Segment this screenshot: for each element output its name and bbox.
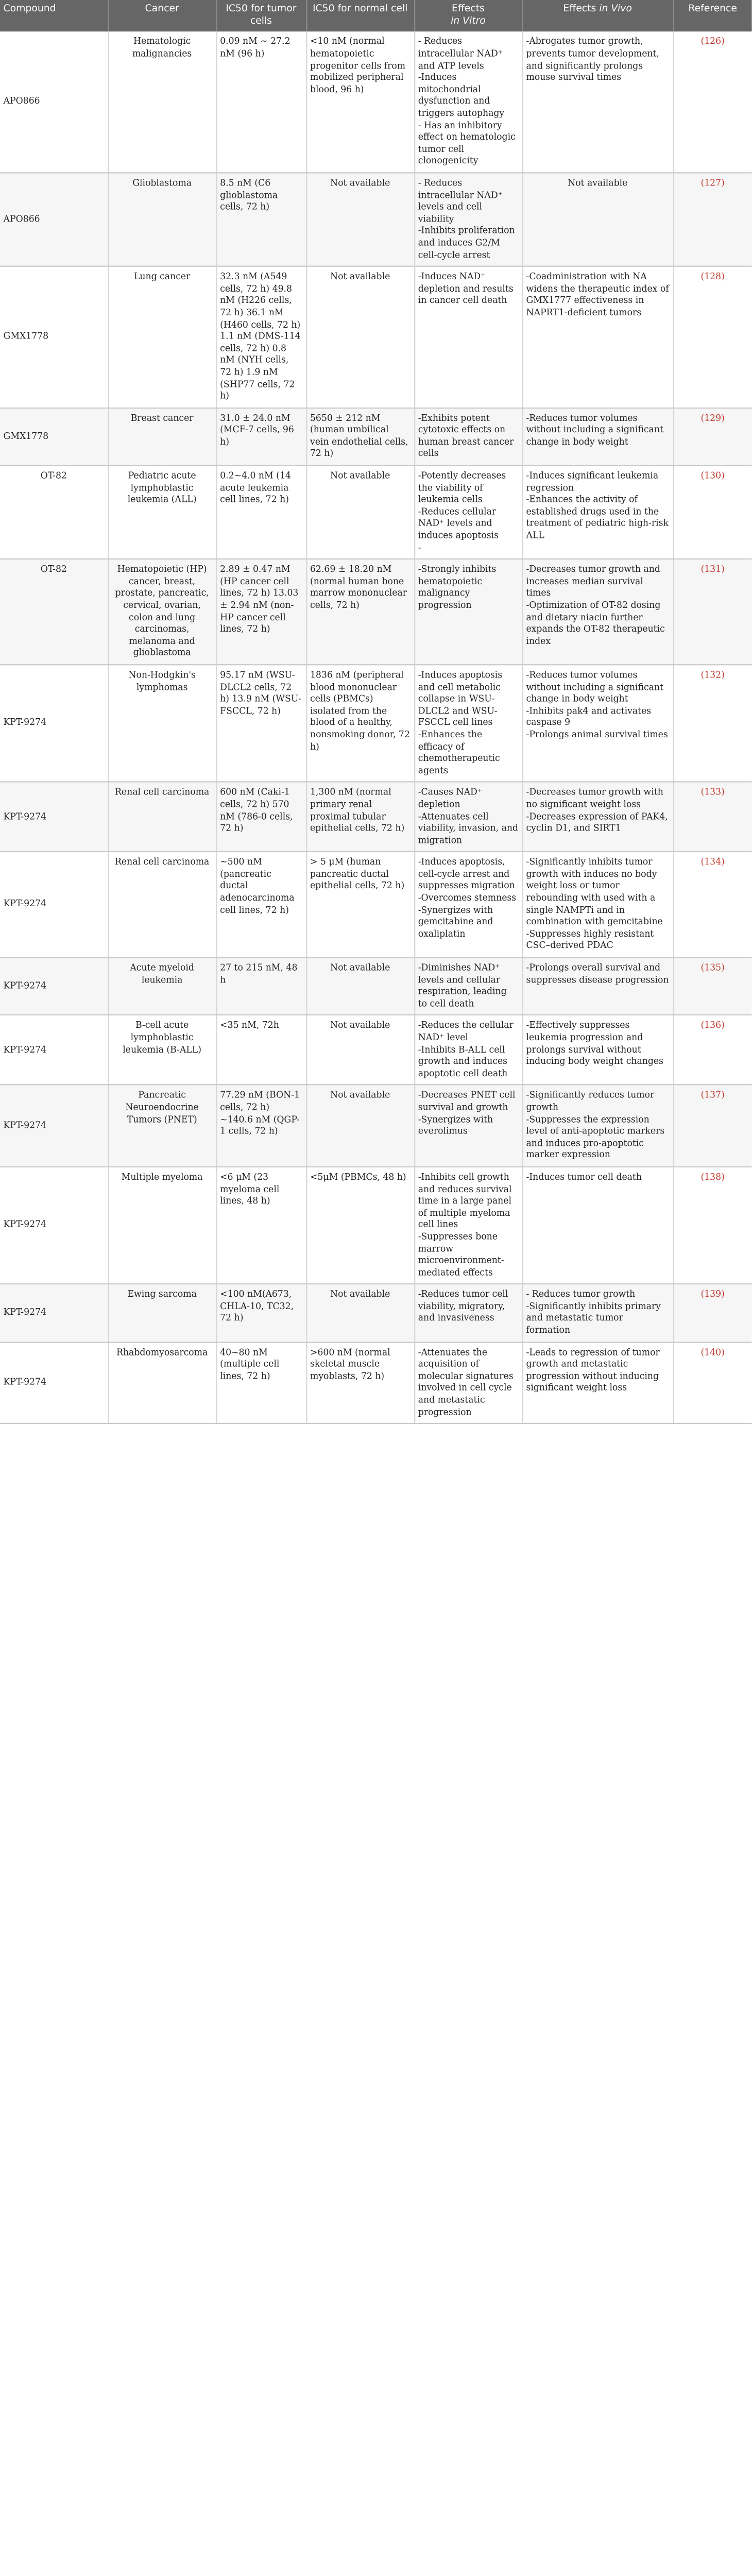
- cell-cancer: Renal cell carcinoma: [108, 852, 216, 958]
- effect-line: -Exhibits potent cytotoxic effects on human breast cancer cells: [418, 413, 514, 459]
- effect-line: -Induces significant leukemia regression: [526, 470, 659, 493]
- table-row: [0, 1015, 752, 1085]
- cell-ic50-normal: Not available: [306, 1284, 414, 1342]
- cell-ic50-tumor: 8.5 nM (C6 glioblastoma cells, 72 h): [216, 173, 306, 266]
- cell-compound: KPT-9274: [0, 665, 108, 782]
- header-effects-vivo-italic: in Vivo: [599, 3, 633, 15]
- cell-effects-vivo: [522, 173, 673, 266]
- cell-reference-link[interactable]: (134): [673, 852, 752, 958]
- cell-effects-vitro: [414, 559, 522, 665]
- cell-ic50-tumor: 600 nM (Caki-1 cells, 72 h) 570 nM (786-0 cells, 72 h): [216, 782, 306, 852]
- effect-line: -Overcomes stemness: [418, 892, 517, 903]
- cell-reference-link[interactable]: (126): [673, 32, 752, 173]
- cell-ic50-tumor: 95.17 nM (WSU-DLCL2 cells, 72 h) 13.9 nM (WSU-FSCCL, 72 h): [216, 665, 306, 782]
- effect-line: - Reduces intracellular NAD⁺ levels and cell viability: [418, 178, 503, 224]
- effect-line: -Significantly inhibits primary and metastatic tumor formation: [526, 1301, 661, 1335]
- cell-effects-vitro: [414, 852, 522, 958]
- cell-ic50-tumor: ~500 nM (pancreatic ductal adenocarcinoma cell lines, 72 h): [216, 852, 306, 958]
- cell-ic50-normal: Not available: [306, 1085, 414, 1167]
- cell-effects-vivo: [522, 852, 673, 958]
- cell-cancer: Multiple myeloma: [108, 1167, 216, 1284]
- cell-effects-vivo: [522, 957, 673, 1015]
- effect-line: -Induces tumor cell death: [526, 1172, 642, 1182]
- cell-compound: OT-82: [0, 559, 108, 665]
- cell-cancer: Hematologic malignancies: [108, 32, 216, 173]
- table-row: [0, 408, 752, 465]
- cell-ic50-normal: 1,300 nM (normal primary renal proximal tubular epithelial cells, 72 h): [306, 782, 414, 852]
- cell-ic50-normal: 5650 ± 212 nM (human umbilical vein endothelial cells, 72 h): [306, 408, 414, 465]
- effect-line: - Reduces tumor growth: [526, 1289, 636, 1300]
- effect-line: -Enhances the activity of established drugs used in the treatment of pediatric high-risk: [526, 494, 669, 529]
- effect-line: -Suppresses highly resistant CSC–derived PDAC: [526, 928, 654, 951]
- effect-line: -Inhibits pak4 and activates caspase 9: [526, 705, 652, 728]
- cell-effects-vivo: [522, 466, 673, 560]
- effect-line: ALL: [526, 530, 544, 540]
- table-row: [0, 559, 752, 665]
- cell-effects-vivo: [522, 1342, 673, 1424]
- cell-cancer: Breast cancer: [108, 408, 216, 465]
- table-row: [0, 266, 752, 408]
- cell-compound: KPT-9274: [0, 1085, 108, 1167]
- cell-effects-vivo: [522, 408, 673, 465]
- cell-effects-vivo: [522, 665, 673, 782]
- cell-cancer: Ewing sarcoma: [108, 1284, 216, 1342]
- effect-line: -Induces mitochondrial dysfunction and triggers autophagy: [418, 72, 505, 118]
- cell-ic50-tumor: 31.0 ± 24.0 nM (MCF-7 cells, 96 h): [216, 408, 306, 465]
- cell-effects-vitro: [414, 1085, 522, 1167]
- cell-cancer: Non-Hodgkin's lymphomas: [108, 665, 216, 782]
- effect-line: -Decreases PNET cell survival and growth: [418, 1090, 516, 1112]
- cell-ic50-tumor: 27 to 215 nM, 48 h: [216, 957, 306, 1015]
- table-row: [0, 32, 752, 173]
- cell-effects-vitro: [414, 408, 522, 465]
- table-row: [0, 1284, 752, 1342]
- header-effects-vivo-word: Effects: [563, 3, 600, 15]
- table-row: [0, 1342, 752, 1424]
- cell-effects-vitro: [414, 1284, 522, 1342]
- header-effects-vitro-italic: in Vitro: [451, 15, 486, 27]
- effect-line: -Enhances the efficacy of chemotherapeutic agents: [418, 729, 500, 775]
- cell-reference-link[interactable]: (127): [673, 173, 752, 266]
- cell-reference-link[interactable]: (136): [673, 1015, 752, 1085]
- header-ic50-tumor: IC50 for tumor cells: [216, 0, 306, 32]
- effect-line: -Inhibits cell growth and reduces survival time in a large panel of multiple myeloma cell lines: [418, 1172, 512, 1230]
- header-reference: Reference: [673, 0, 752, 32]
- cell-ic50-normal: Not available: [306, 1015, 414, 1085]
- effect-line: -Abrogates tumor growth, prevents tumor development, and significantly prolongs mouse survival times: [526, 36, 659, 83]
- table-row: [0, 173, 752, 266]
- cell-ic50-normal: Not available: [306, 957, 414, 1015]
- cell-cancer: Pediatric acute lymphoblastic leukemia (ALL): [108, 466, 216, 560]
- cell-compound: APO866: [0, 32, 108, 173]
- effect-line: -Decreases tumor growth with no significant weight loss: [526, 787, 663, 809]
- cell-ic50-tumor: 32.3 nM (A549 cells, 72 h) 49.8 nM (H226 cells, 72 h) 36.1 nM (H460 cells, 72 h) 1.1 nM (DMS-114 cells, 72 h) 0.8 nM (NYH cells, 72 h) 1.9 nM (SHP77 cells, 72 h): [216, 266, 306, 408]
- effect-line: -Prolongs animal survival times: [526, 729, 668, 740]
- cell-compound: KPT-9274: [0, 782, 108, 852]
- cell-cancer: Renal cell carcinoma: [108, 782, 216, 852]
- effect-line: -Inhibits B-ALL cell growth and induces apoptotic cell death: [418, 1044, 508, 1078]
- effect-line: -Suppresses the expression level of anti-apoptotic markers and induces pro-apoptotic marker expression: [526, 1114, 665, 1160]
- cell-compound: KPT-9274: [0, 852, 108, 958]
- cell-effects-vivo: [522, 782, 673, 852]
- cell-cancer: Lung cancer: [108, 266, 216, 408]
- effect-line: -: [418, 542, 421, 553]
- cell-reference-link[interactable]: (138): [673, 1167, 752, 1284]
- cell-ic50-tumor: 0.09 nM ~ 27.2 nM (96 h): [216, 32, 306, 173]
- table-row: [0, 466, 752, 560]
- cell-ic50-tumor: 0.2~4.0 nM (14 acute leukemia cell lines, 72 h): [216, 466, 306, 560]
- effect-line: -Synergizes with gemcitabine and oxaliplatin: [418, 904, 493, 939]
- effect-line: -Potently decreases the viability of leukemia cells: [418, 470, 506, 505]
- cell-effects-vivo: [522, 1015, 673, 1085]
- cell-reference-link[interactable]: (128): [673, 266, 752, 408]
- cell-effects-vivo: [522, 559, 673, 665]
- effect-line: -Diminishes NAD⁺ levels and cellular respiration, leading to cell death: [418, 962, 507, 1009]
- effect-line: -Attenuates the acquisition of molecular signatures involved in cell cycle and metastatic progression: [418, 1347, 514, 1417]
- cell-effects-vitro: [414, 1342, 522, 1424]
- cell-compound: GMX1778: [0, 408, 108, 465]
- cell-ic50-normal: Not available: [306, 266, 414, 408]
- cell-reference-link[interactable]: (132): [673, 665, 752, 782]
- effect-line: -Decreases tumor growth and increases median survival times: [526, 564, 660, 599]
- cell-reference-link[interactable]: (135): [673, 957, 752, 1015]
- cell-compound: KPT-9274: [0, 1284, 108, 1342]
- cell-cancer: Acute myeloid leukemia: [108, 957, 216, 1015]
- cell-effects-vitro: [414, 1015, 522, 1085]
- effect-line: -Significantly inhibits tumor growth with induces no body weight loss or tumor rebounding with used with a single NAMPTi and in combination with gemcitabine: [526, 857, 663, 927]
- effect-line: -Synergizes with everolimus: [418, 1114, 493, 1137]
- cell-reference-link[interactable]: (129): [673, 408, 752, 465]
- effect-line: -Reduces tumor volumes without including a significant change in body weight: [526, 413, 664, 447]
- cell-cancer: Rhabdomyosarcoma: [108, 1342, 216, 1424]
- cell-cancer: B-cell acute lymphoblastic leukemia (B-ALL): [108, 1015, 216, 1085]
- cell-effects-vivo: [522, 1085, 673, 1167]
- effect-line: -Effectively suppresses leukemia progression and prolongs survival without inducing body weight changes: [526, 1020, 663, 1066]
- table-row: [0, 1167, 752, 1284]
- effect-line: - Reduces intracellular NAD⁺ and ATP levels: [418, 36, 503, 71]
- cell-compound: KPT-9274: [0, 957, 108, 1015]
- cell-effects-vitro: [414, 1167, 522, 1284]
- table-row: [0, 782, 752, 852]
- header-effects-vivo: [522, 0, 673, 32]
- cell-effects-vivo: [522, 1284, 673, 1342]
- effect-line: -Attenuates cell viability, invasion, and migration: [418, 811, 519, 845]
- table-row: [0, 957, 752, 1015]
- effect-line: -Suppresses bone marrow microenvironment-mediated effects: [418, 1231, 504, 1278]
- effect-line: -Induces apoptosis, cell-cycle arrest and suppresses migration: [418, 857, 515, 891]
- cell-cancer: Pancreatic Neuroendocrine Tumors (PNET): [108, 1085, 216, 1167]
- table-row: [0, 665, 752, 782]
- effect-line: -Reduces tumor cell viability, migratory, and invasiveness: [418, 1289, 508, 1324]
- effect-line: -Leads to regression of tumor growth and metastatic progression without inducing significant weight loss: [526, 1347, 660, 1393]
- cell-effects-vitro: [414, 173, 522, 266]
- header-cancer: Cancer: [108, 0, 216, 32]
- effect-line: -Reduces tumor volumes without including a significant change in body weight: [526, 670, 664, 704]
- cell-reference-link[interactable]: (140): [673, 1342, 752, 1424]
- cell-reference-link[interactable]: (130): [673, 466, 752, 560]
- effect-line: -Induces apoptosis and cell metabolic collapse in WSU-DLCL2 and WSU-FSCCL cell lines: [418, 670, 503, 728]
- cell-ic50-tumor: <35 nM, 72h: [216, 1015, 306, 1085]
- table-row: [0, 1085, 752, 1167]
- effect-line: -Reduces cellular NAD⁺ levels and induces apoptosis: [418, 506, 499, 540]
- cell-effects-vivo: [522, 1167, 673, 1284]
- effect-line: -Optimization of OT-82 dosing and dietary niacin further expands the OT-82 therapeutic index: [526, 600, 665, 646]
- cell-effects-vivo: [522, 32, 673, 173]
- cell-reference-link[interactable]: (133): [673, 782, 752, 852]
- header-compound: Compound: [0, 0, 108, 32]
- table-row: [0, 852, 752, 958]
- cell-ic50-tumor: <6 μM (23 myeloma cell lines, 48 h): [216, 1167, 306, 1284]
- cell-ic50-tumor: 40~80 nM (multiple cell lines, 72 h): [216, 1342, 306, 1424]
- header-effects-vitro: [414, 0, 522, 32]
- cell-compound: KPT-9274: [0, 1342, 108, 1424]
- effect-line: -Induces NAD⁺ depletion and results in cancer cell death: [418, 271, 514, 306]
- cell-compound: GMX1778: [0, 266, 108, 408]
- effect-line: -Causes NAD⁺ depletion: [418, 787, 482, 809]
- effect-line: -Significantly reduces tumor growth: [526, 1090, 655, 1112]
- cell-effects-vitro: [414, 466, 522, 560]
- cell-compound: KPT-9274: [0, 1167, 108, 1284]
- cell-effects-vivo: [522, 266, 673, 408]
- cell-compound: APO866: [0, 173, 108, 266]
- cell-ic50-tumor: <100 nM(A673, CHLA-10, TC32, 72 h): [216, 1284, 306, 1342]
- cell-cancer: Hematopoietic (HP) cancer, breast, prostate, pancreatic, cervical, ovarian, colon and lung carcinomas, melanoma and glioblastoma: [108, 559, 216, 665]
- effect-line: - Has an inhibitory effect on hematologic tumor cell clonogenicity: [418, 120, 516, 166]
- cell-effects-vitro: [414, 665, 522, 782]
- effect-line: -Strongly inhibits hematopoietic malignancy progression: [418, 564, 497, 611]
- cell-reference-link[interactable]: (137): [673, 1085, 752, 1167]
- cell-ic50-tumor: 77.29 nM (BON-1 cells, 72 h) ~140.6 nM (QGP-1 cells, 72 h): [216, 1085, 306, 1167]
- effect-line: -Prolongs overall survival and suppresses disease progression: [526, 962, 669, 985]
- effect-line: -Decreases expression of PAK4, cyclin D1, and SIRT1: [526, 811, 668, 834]
- effect-line: -Inhibits proliferation and induces G2/M cell-cycle arrest: [418, 225, 515, 260]
- cell-ic50-tumor: 2.89 ± 0.47 nM (HP cancer cell lines, 72 h) 13.03 ± 2.94 nM (non-HP cancer cell lines, 72 h): [216, 559, 306, 665]
- header-effects-vitro-word: Effects: [452, 3, 485, 15]
- cell-ic50-normal: <10 nM (normal hematopoietic progenitor cells from mobilized peripheral blood, 96 h): [306, 32, 414, 173]
- cell-effects-vitro: [414, 782, 522, 852]
- cell-ic50-normal: Not available: [306, 173, 414, 266]
- cell-ic50-normal: 1836 nM (peripheral blood mononuclear cells (PBMCs) isolated from the blood of a healthy, nonsmoking donor, 72 h): [306, 665, 414, 782]
- cell-ic50-normal: 62.69 ± 18.20 nM (normal human bone marrow mononuclear cells, 72 h): [306, 559, 414, 665]
- cell-ic50-normal: Not available: [306, 466, 414, 560]
- cell-effects-vitro: [414, 32, 522, 173]
- effect-line: Not available: [568, 178, 628, 188]
- cell-effects-vitro: [414, 266, 522, 408]
- effect-line: -Reduces the cellular NAD⁺ level: [418, 1020, 514, 1043]
- header-ic50-normal: IC50 for normal cell: [306, 0, 414, 32]
- cell-cancer: Glioblastoma: [108, 173, 216, 266]
- cell-ic50-normal: >600 nM (normal skeletal muscle myoblasts, 72 h): [306, 1342, 414, 1424]
- effect-line: -Coadministration with NA widens the therapeutic index of GMX1777 effectiveness in NAPRT1-deficient tumors: [526, 271, 669, 318]
- table-body: [0, 32, 752, 1423]
- cell-ic50-normal: > 5 μM (human pancreatic ductal epithelial cells, 72 h): [306, 852, 414, 958]
- cell-compound: KPT-9274: [0, 1015, 108, 1085]
- cell-ic50-normal: <5μM (PBMCs, 48 h): [306, 1167, 414, 1284]
- cell-effects-vitro: [414, 957, 522, 1015]
- cell-reference-link[interactable]: (139): [673, 1284, 752, 1342]
- cell-compound: OT-82: [0, 466, 108, 560]
- cell-reference-link[interactable]: (131): [673, 559, 752, 665]
- table-header-row: [0, 0, 752, 32]
